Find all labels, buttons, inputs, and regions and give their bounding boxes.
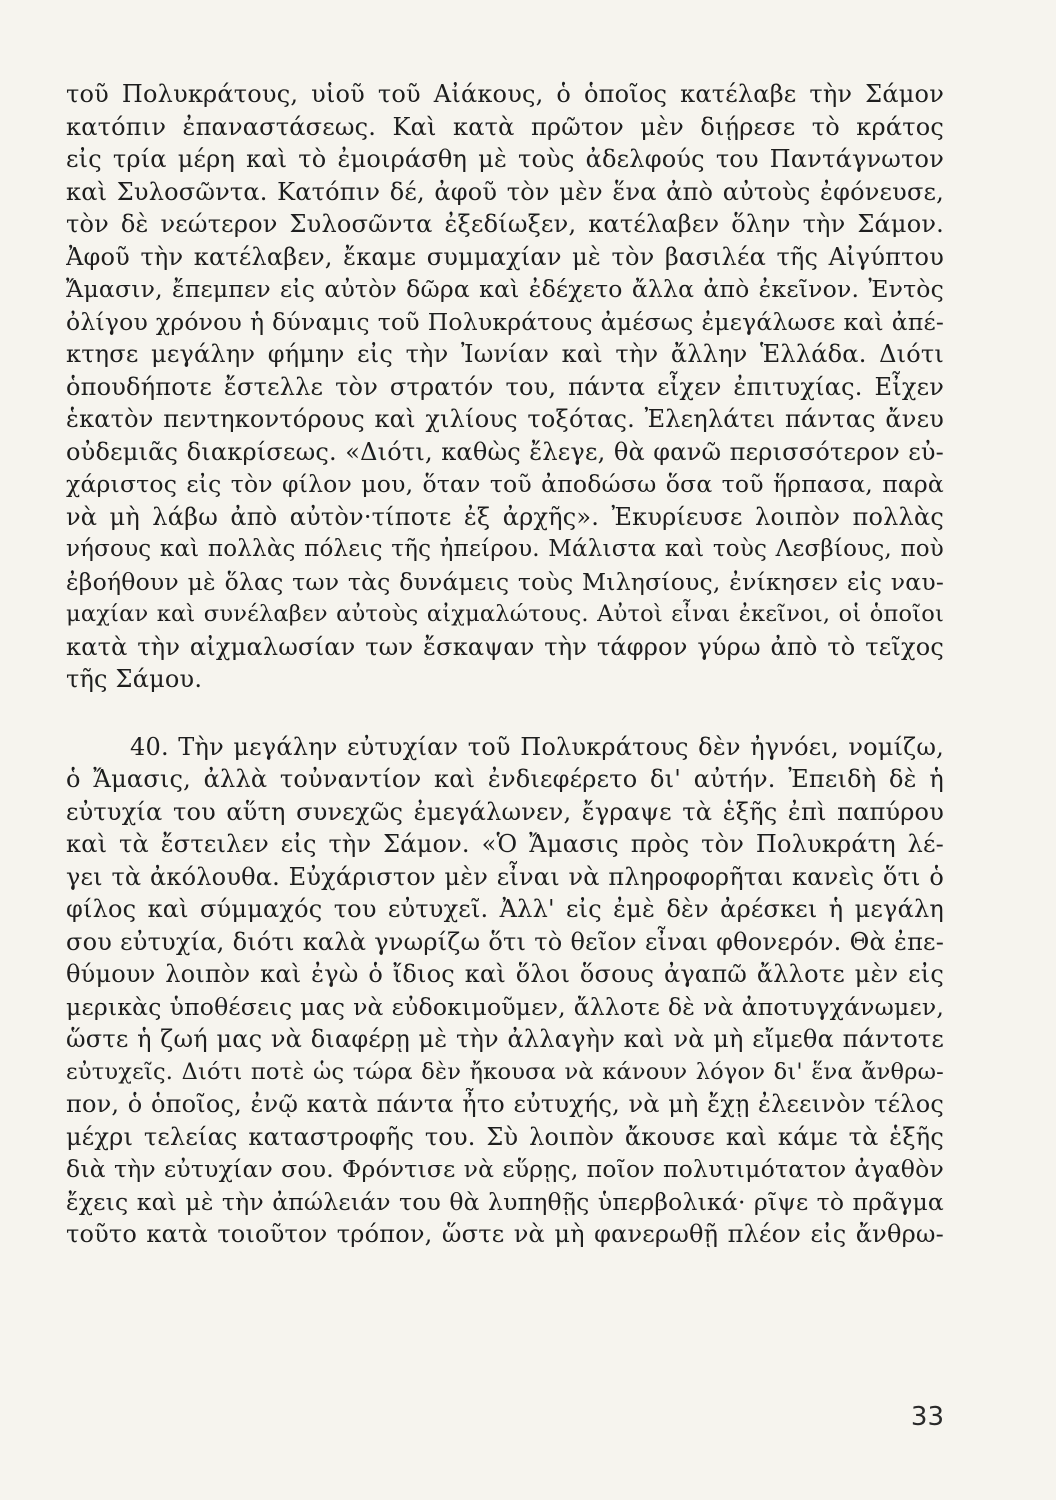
text-line: ὁπουδήποτε ἔστελλε τὸν στρατόν του, πάντα εἶχεν ἐπιτυχίας. Εἶχεν	[66, 372, 944, 401]
body-text	[66, 78, 944, 1251]
paragraph-2	[66, 731, 944, 1251]
text-line: τοῦτο κατὰ τοιοῦτον τρόπον, ὥστε νὰ μὴ φανερωθῇ πλέον εἰς ἄνθρω-	[66, 1220, 944, 1248]
text-line: Ἀφοῦ τὴν κατέλαβεν, ἔκαμε συμμαχίαν μὲ τὸν βασιλέα τῆς Αἰγύπτου	[66, 242, 944, 271]
text-line: εὐτυχία του αὕτη συνεχῶς ἐμεγάλωνεν, ἔγραψε τὰ ἑξῆς ἐπὶ παπύρου	[66, 797, 944, 826]
text-line: καὶ τὰ ἔστειλεν εἰς τὴν Σάμον. «Ὁ Ἄμασις πρὸς τὸν Πολυκράτη λέ-	[66, 830, 944, 858]
text-line: ἐβοήθουν μὲ ὅλας των τὰς δυνάμεις τοὺς Μιλησίους, ἐνίκησεν εἰς ναυ-	[66, 567, 944, 596]
text-line: γει τὰ ἀκόλουθα. Εὐχάριστον μὲν εἶναι νὰ πληροφορῆται κανεὶς ὅτι ὁ	[66, 862, 944, 891]
text-line: ὥστε ἡ ζωή μας νὰ διαφέρῃ μὲ τὴν ἀλλαγὴν καὶ νὰ μὴ εἴμεθα πάντοτε	[66, 1025, 944, 1053]
text-line: ὀλίγου χρόνου ἡ δύναμις τοῦ Πολυκράτους ἀμέσως ἐμεγάλωσε καὶ ἀπέ-	[66, 307, 944, 336]
text-line: τοῦ Πολυκράτους, υἱοῦ τοῦ Αἰάκους, ὁ ὁποῖος κατέλαβε τὴν Σάμον	[66, 80, 944, 108]
text-line: τὸν δὲ νεώτερον Συλοσῶντα ἐξεδίωξεν, κατέλαβεν ὅλην τὴν Σάμον.	[66, 210, 944, 238]
text-line: εὐτυχεῖς. Διότι ποτὲ ὡς τώρα δὲν ἤκουσα νὰ κάνουν λόγον δι' ἕνα ἄνθρω-	[66, 1058, 944, 1085]
text-line: διὰ τὴν εὐτυχίαν σου. Φρόντισε νὰ εὕρῃς, ποῖον πολυτιμότατον ἀγαθὸν	[66, 1155, 944, 1183]
text-line: μέχρι τελείας καταστροφῆς του. Σὺ λοιπὸν ἄκουσε καὶ κάμε τὰ ἑξῆς	[66, 1122, 944, 1151]
text-line: κατόπιν ἐπαναστάσεως. Καὶ κατὰ πρῶτον μὲν διῄρεσε τὸ κράτος	[66, 112, 944, 141]
text-line: μερικὰς ὑποθέσεις μας νὰ εὐδοκιμοῦμεν, ἄλλοτε δὲ νὰ ἀποτυγχάνωμεν,	[66, 992, 944, 1021]
paragraph-1	[66, 78, 944, 696]
text-line: κτησε μεγάλην φήμην εἰς τὴν Ἰωνίαν καὶ τὴν ἄλλην Ἑλλάδα. Διότι	[66, 340, 944, 368]
text-line: χάριστος εἰς τὸν φίλον μου, ὅταν τοῦ ἀποδώσω ὅσα τοῦ ἥρπασα, παρὰ	[66, 470, 944, 498]
text-line: πον, ὁ ὁποῖος, ἐνῷ κατὰ πάντα ἦτο εὐτυχής, νὰ μὴ ἔχῃ ἐλεεινὸν τέλος	[66, 1090, 944, 1118]
text-line: τῆς Σάμου.	[66, 665, 203, 693]
text-line: ὁ Ἄμασις, ἀλλὰ τοὐναντίον καὶ ἐνδιεφέρετο δι' αὐτήν. Ἐπειδὴ δὲ ἡ	[66, 765, 944, 793]
text-line: καὶ Συλοσῶντα. Κατόπιν δέ, ἀφοῦ τὸν μὲν ἕνα ἀπὸ αὐτοὺς ἐφόνευσε,	[66, 177, 944, 206]
text-line: ἔχεις καὶ μὲ τὴν ἀπώλειάν του θὰ λυπηθῇς ὑπερβολικά· ρῖψε τὸ πρᾶγμα	[66, 1187, 944, 1216]
text-line: σου εὐτυχία, διότι καλὰ γνωρίζω ὅτι τὸ θεῖον εἶναι φθονερόν. Θὰ ἐπε-	[66, 927, 944, 956]
text-line: νήσους καὶ πολλὰς πόλεις τῆς ἠπείρου. Μάλιστα καὶ τοὺς Λεσβίους, ποὺ	[66, 536, 944, 562]
text-line: θύμουν λοιπὸν καὶ ἐγὼ ὁ ἴδιος καὶ ὅλοι ὅσους ἀγαπῶ ἄλλοτε μὲν εἰς	[66, 960, 944, 988]
text-line: 40. Τὴν μεγάλην εὐτυχίαν τοῦ Πολυκράτους δὲν ἠγνόει, νομίζω,	[130, 732, 944, 761]
text-line: μαχίαν καὶ συνέλαβεν αὐτοὺς αἰχμαλώτους. Αὐτοὶ εἶναι ἐκεῖνοι, οἱ ὁποῖοι	[66, 601, 944, 627]
text-line: νὰ μὴ λάβω ἀπὸ αὐτὸν·τίποτε ἐξ ἀρχῆς». Ἐκυρίευσε λοιπὸν πολλὰς	[66, 502, 944, 531]
text-line: Ἄμασιν, ἔπεμπεν εἰς αὐτὸν δῶρα καὶ ἐδέχετο ἄλλα ἀπὸ ἐκεῖνον. Ἐντὸς	[66, 275, 944, 303]
text-line: κατὰ τὴν αἰχμαλωσίαν των ἔσκαψαν τὴν τάφρον γύρω ἀπὸ τὸ τεῖχος	[66, 632, 944, 661]
text-line: φίλος καὶ σύμμαχός του εὐτυχεῖ. Ἀλλ' εἰς ἐμὲ δὲν ἀρέσκει ἡ μεγάλη	[66, 895, 944, 923]
page-number: 33	[910, 1402, 944, 1432]
text-line: εἰς τρία μέρη καὶ τὸ ἐμοιράσθη μὲ τοὺς ἀδελφούς του Παντάγνωτον	[66, 145, 944, 173]
paragraph-spacer	[66, 696, 944, 731]
text-line: ἑκατὸν πεντηκοντόρους καὶ χιλίους τοξότας. Ἐλεηλάτει πάντας ἄνευ	[66, 405, 944, 433]
text-line: οὐδεμιᾶς διακρίσεως. «Διότι, καθὼς ἔλεγε, θὰ φανῶ περισσότερον εὐ-	[66, 437, 944, 466]
